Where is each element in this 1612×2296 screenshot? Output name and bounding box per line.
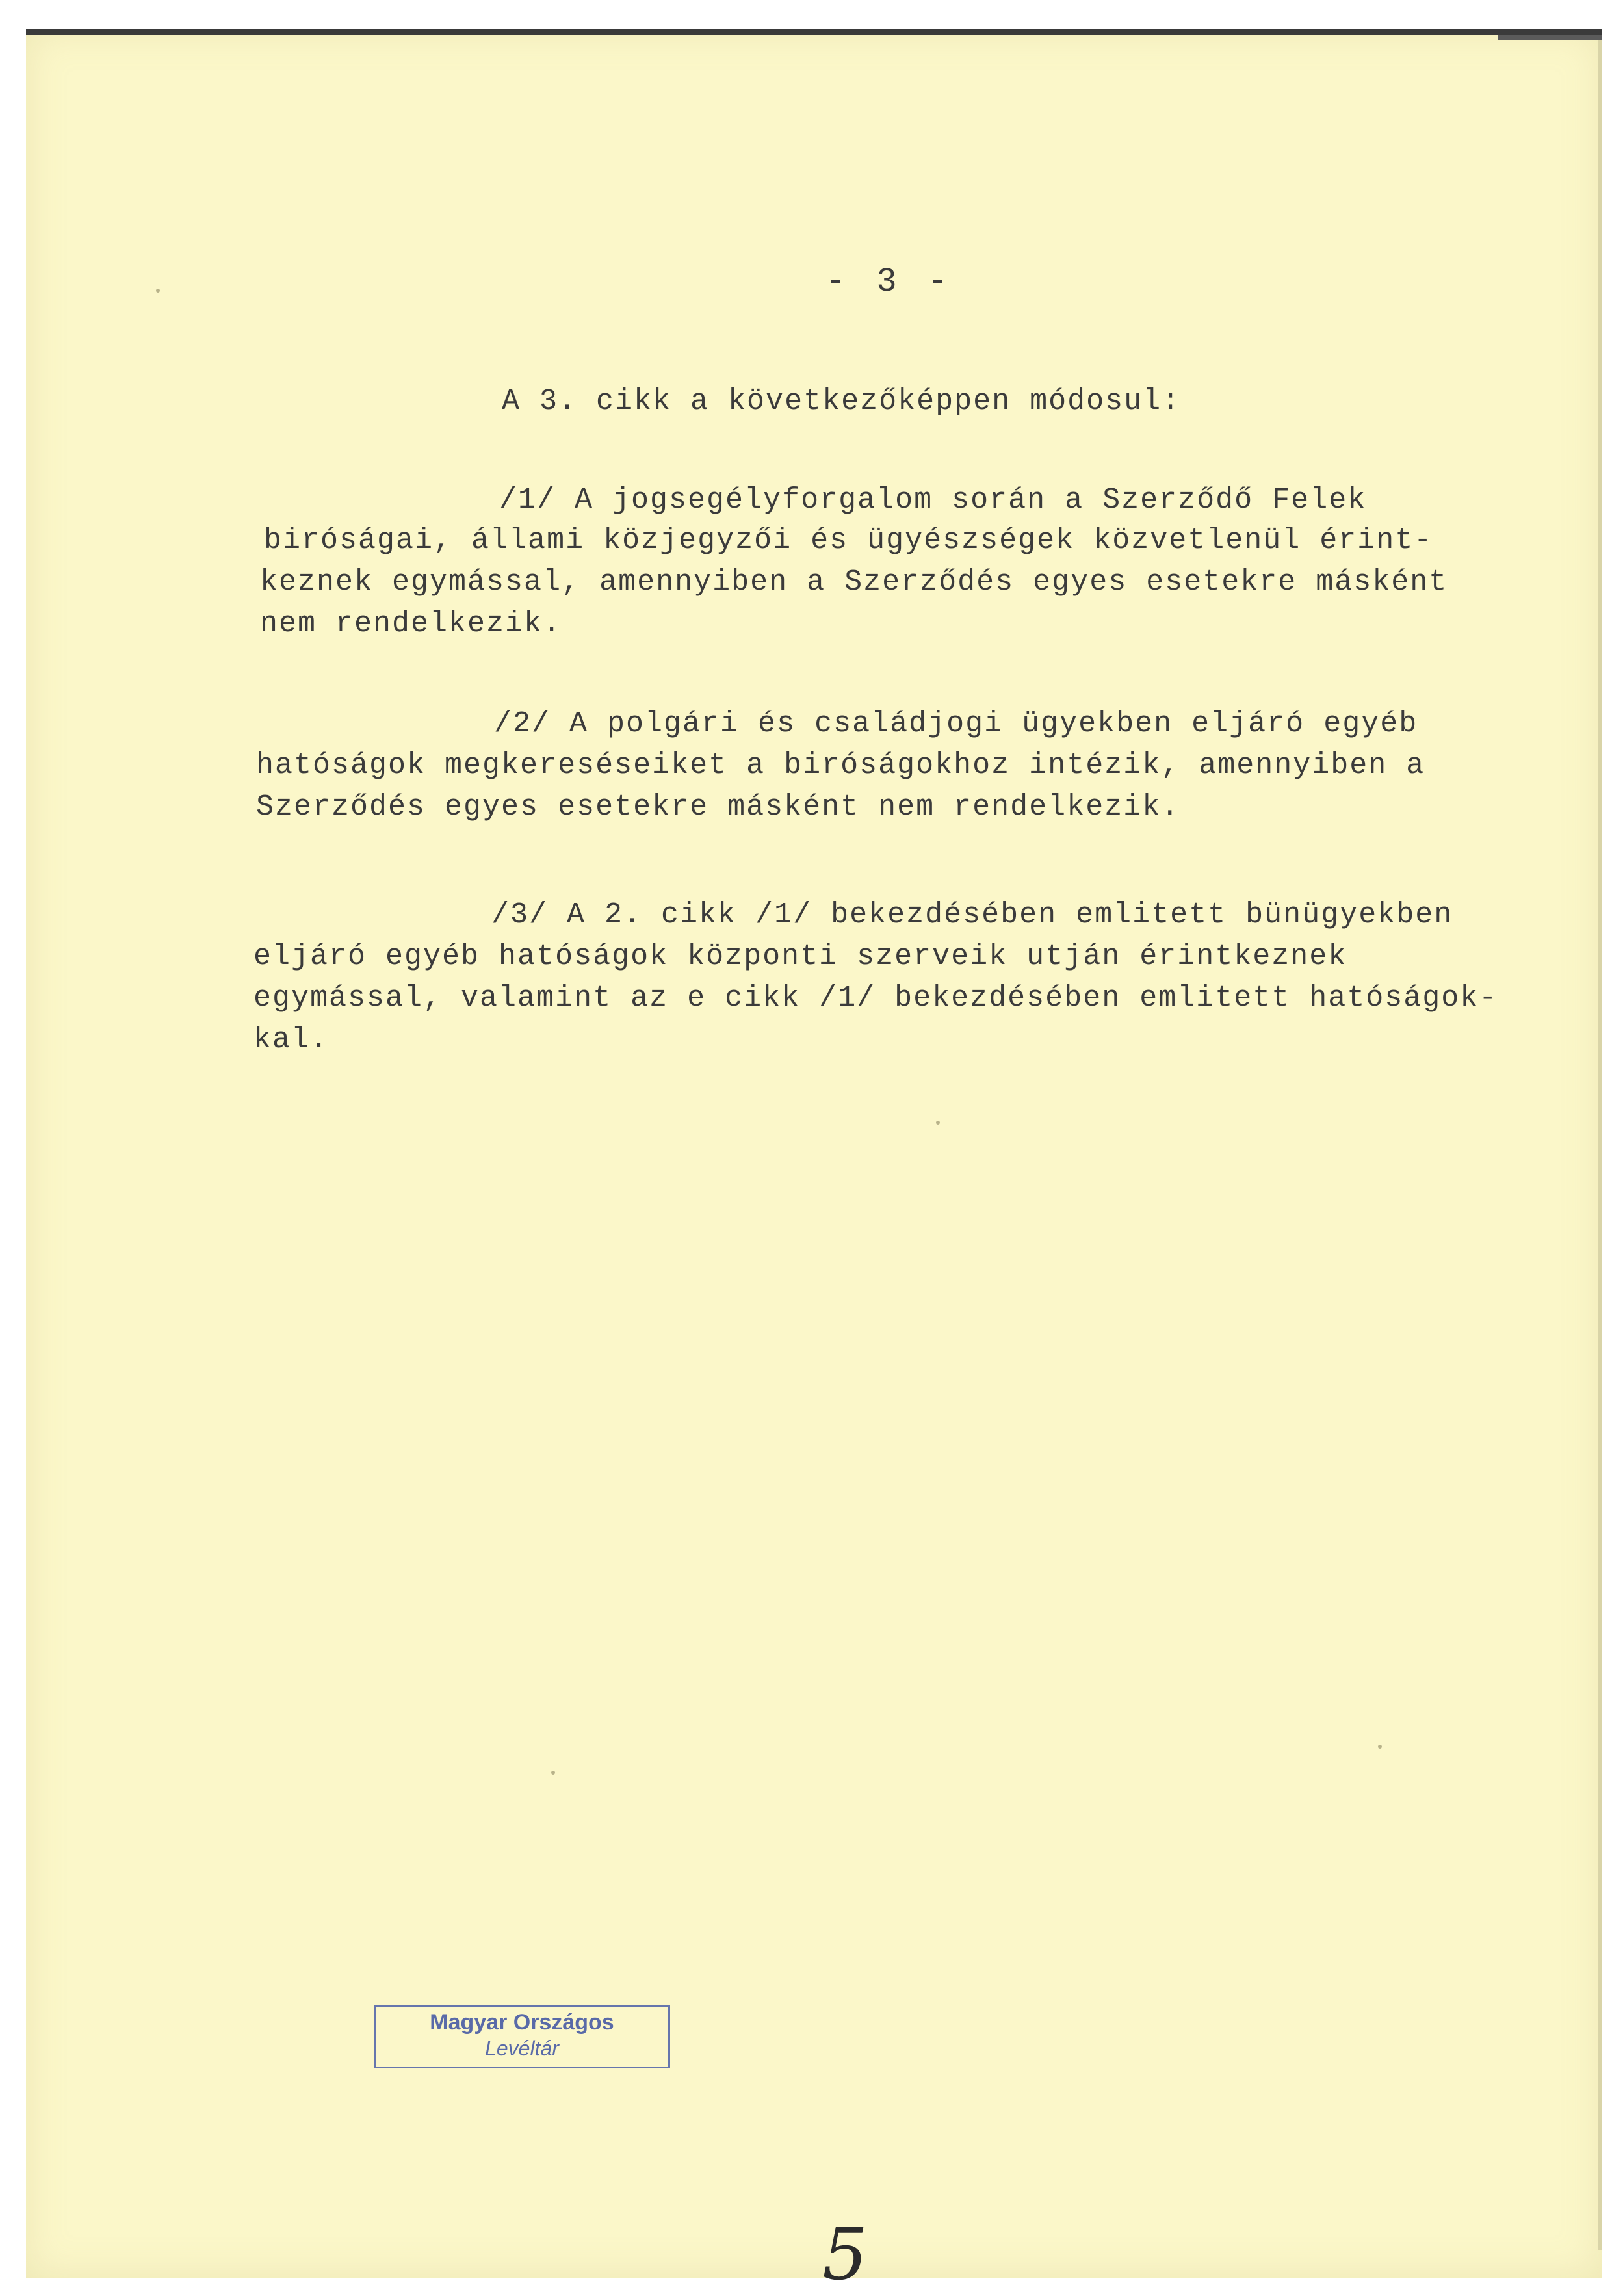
stamp-line-2: Levéltár [485, 2037, 559, 2060]
paragraph-2-line-1: /2/ A polgári és családjogi ügyekben eljáró egyéb [494, 707, 1418, 740]
paper-speck [156, 289, 160, 293]
paper-speck [936, 1121, 940, 1125]
paragraph-2-line-2: hatóságok megkereséseiket a biróságokhoz intézik, amennyiben a [256, 749, 1425, 782]
page-number: - 3 - [826, 263, 954, 301]
stamp-line-1: Magyar Országos [430, 2010, 614, 2035]
paragraph-3-line-4: kal. [254, 1023, 330, 1056]
paragraph-2-line-3: Szerződés egyes esetekre másként nem rendelkezik. [256, 790, 1180, 824]
paragraph-3-line-1: /3/ A 2. cikk /1/ bekezdésében emlitett bünügyekben [491, 898, 1453, 932]
handwritten-page-number: 5 [822, 2213, 868, 2296]
paragraph-1-line-1: /1/ A jogsegélyforgalom során a Szerződő Felek [499, 484, 1367, 517]
paragraph-1-line-3: keznek egymással, amennyiben a Szerződés egyes esetekre másként [260, 566, 1448, 599]
paragraph-3-line-2: eljáró egyéb hatóságok központi szerveik utján érintkeznek [254, 940, 1347, 973]
top-border-rule-right [1498, 35, 1602, 40]
heading: A 3. cikk a következőképpen módosul: [502, 385, 1181, 418]
paper-speck [1378, 1745, 1382, 1749]
page-right-edge [1598, 40, 1602, 2250]
top-border-rule [26, 29, 1602, 35]
paragraph-1-line-2: biróságai, állami közjegyzői és ügyészségek közvetlenül érint- [264, 524, 1433, 557]
paragraph-1-line-4: nem rendelkezik. [260, 607, 562, 640]
document-page [26, 29, 1602, 2296]
paragraph-3-line-3: egymással, valamint az e cikk /1/ bekezdésében emlitett hatóságok- [254, 982, 1498, 1015]
archive-stamp [374, 2005, 670, 2068]
paper-speck [551, 1771, 555, 1775]
